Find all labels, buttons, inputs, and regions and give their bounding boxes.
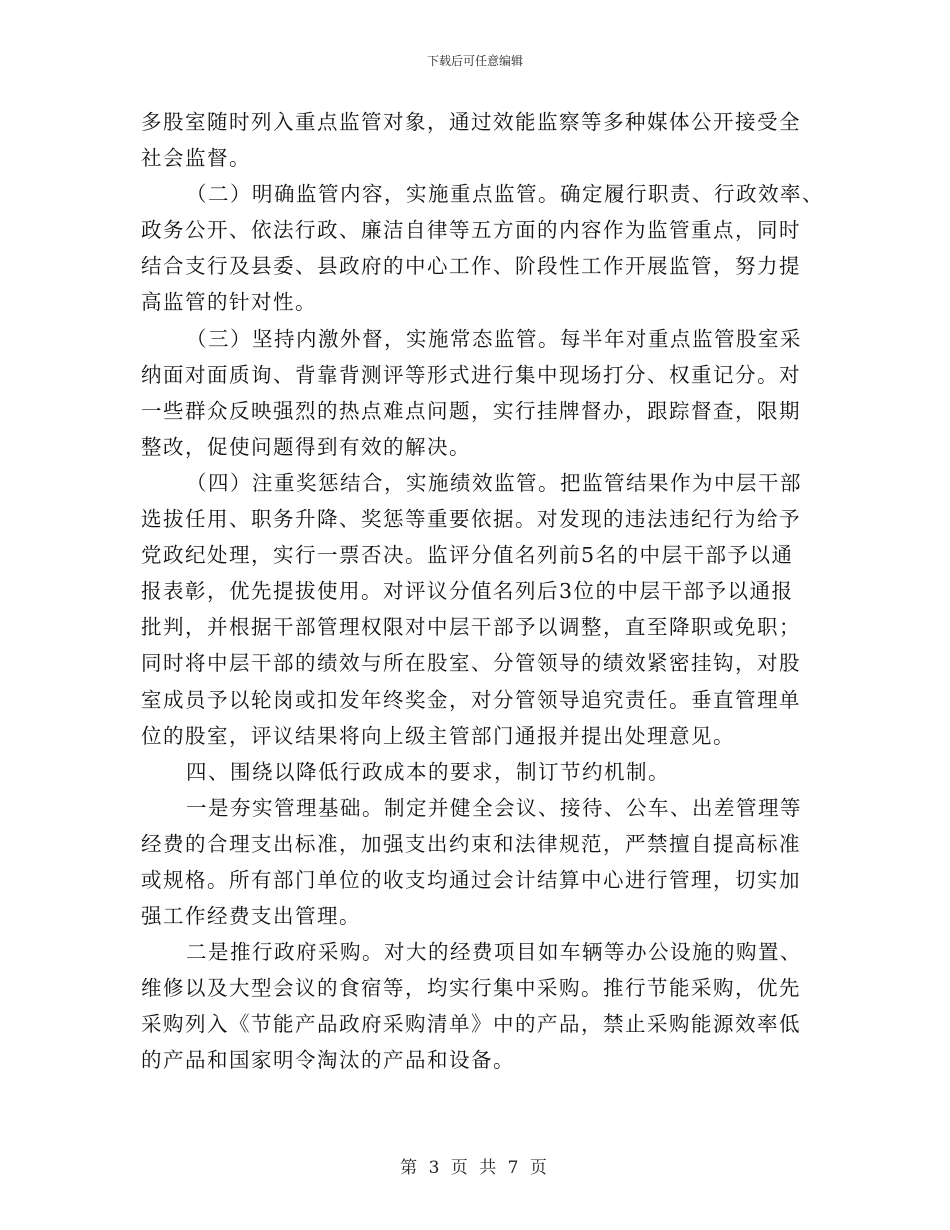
text-line: 室成员予以轮岗或扣发年终奖金，对分管领导追究责任。垂直管理单	[141, 687, 801, 712]
text-line: 一是夯实管理基础。制定并健全会议、接待、公车、出差管理等	[186, 795, 802, 820]
text-line: 经费的合理支出标准，加强支出约束和法律规范，严禁擅自提高标准	[141, 831, 801, 856]
text-line: 结合支行及县委、县政府的中心工作、阶段性工作开展监管，努力提	[141, 254, 801, 279]
text-line: 同时将中层干部的绩效与所在股室、分管领导的绩效紧密挂钩，对股	[141, 651, 801, 676]
text-line: 四、围绕以降低行政成本的要求，制订节约机制。	[186, 759, 670, 784]
text-line: 社会监督。	[141, 146, 251, 171]
text-line: 选拔任用、职务升降、奖惩等重要依据。对发现的违法违纪行为给予	[141, 507, 801, 532]
page-footer: 第 3 页 共 7 页	[400, 1158, 550, 1178]
page-header: 下载后可任意编辑	[426, 54, 523, 68]
document-body	[141, 104, 824, 1079]
text-line: 政务公开、依法行政、廉洁自律等五方面的内容作为监管重点，同时	[141, 218, 801, 243]
text-line: （二）明确监管内容，实施重点监管。确定履行职责、行政效率、	[186, 182, 824, 207]
text-line: 位的股室，评议结果将向上级主管部门通报并提出处理意见。	[141, 723, 735, 748]
text-line: 批判，并根据干部管理权限对中层干部予以调整，直至降职或免职；	[141, 615, 801, 640]
text-line: 多股室随时列入重点监管对象，通过效能监察等多种媒体公开接受全	[141, 110, 801, 134]
text-line: 纳面对面质询、背靠背测评等形式进行集中现场打分、权重记分。对	[141, 362, 801, 387]
text-line: 二是推行政府采购。对大的经费项目如车辆等办公设施的购置、	[186, 940, 802, 965]
text-line: 一些群众反映强烈的热点难点问题，实行挂牌督办，跟踪督查，限期	[141, 398, 801, 423]
text-line: 采购列入《节能产品政府采购清单》中的产品，禁止采购能源效率低	[141, 1012, 801, 1037]
text-line: 报表彰，优先提拔使用。对评议分值名列后3位的中层干部予以通报	[141, 579, 794, 604]
text-line: 维修以及大型会议的食宿等，均实行集中采购。推行节能采购，优先	[141, 976, 801, 1001]
text-line: 党政纪处理，实行一票否决。监评分值名列前5名的中层干部予以通	[141, 543, 794, 568]
text-line: 或规格。所有部门单位的收支均通过会计结算中心进行管理，切实加	[141, 867, 801, 892]
text-line: （四）注重奖惩结合，实施绩效监管。把监管结果作为中层干部	[186, 470, 802, 495]
text-line: 整改，促使问题得到有效的解决。	[141, 434, 471, 459]
text-line: （三）坚持内激外督，实施常态监管。每半年对重点监管股室采	[186, 326, 802, 351]
text-line: 强工作经费支出管理。	[141, 904, 361, 929]
text-line: 高监管的针对性。	[141, 290, 317, 315]
text-line: 的产品和国家明令淘汰的产品和设备。	[141, 1048, 515, 1073]
